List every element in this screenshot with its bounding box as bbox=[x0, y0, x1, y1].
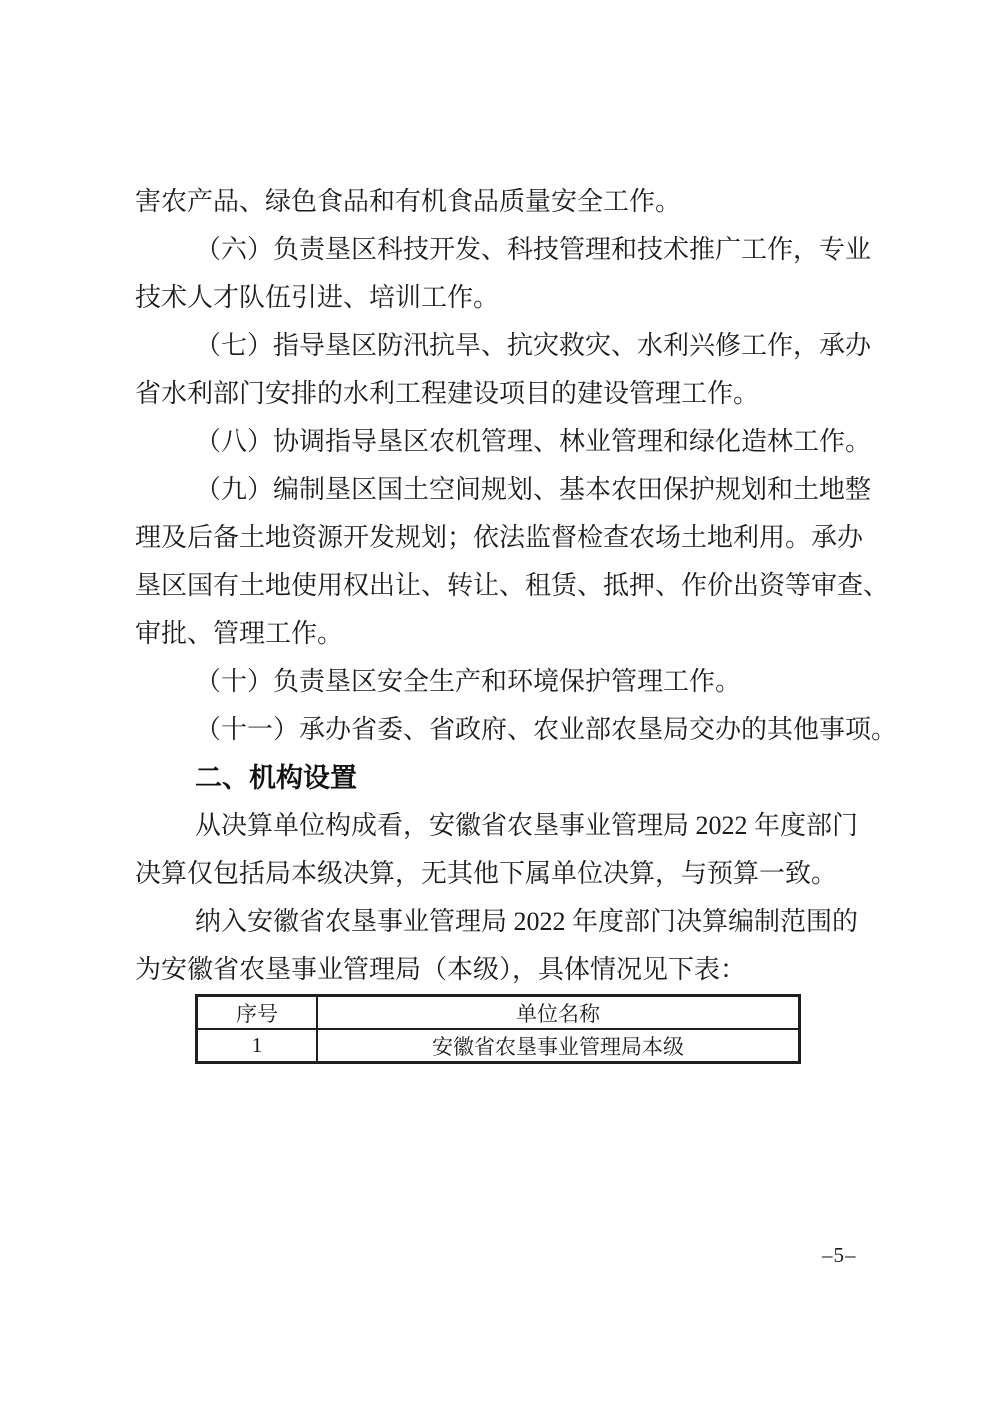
document-line: 省水利部门安排的水利工程建设项目的建设管理工作。 bbox=[135, 379, 760, 408]
document-line: （八）协调指导垦区农机管理、林业管理和绿化造林工作。 bbox=[195, 427, 872, 456]
document-line: （十）负责垦区安全生产和环境保护管理工作。 bbox=[195, 667, 742, 696]
document-line: （九）编制垦区国土空间规划、基本农田保护规划和土地整 bbox=[195, 475, 872, 504]
table-header-cell-index: 序号 bbox=[197, 996, 318, 1030]
table-header-cell-unit-name: 单位名称 bbox=[317, 996, 800, 1030]
document-line: 决算仅包括局本级决算，无其他下属单位决算，与预算一致。 bbox=[135, 859, 838, 888]
section-heading: 二、机构设置 bbox=[195, 763, 357, 793]
page-number: –5– bbox=[822, 1243, 857, 1267]
document-line: 为安徽省农垦事业管理局（本级），具体情况见下表： bbox=[135, 955, 747, 984]
document-line: 垦区国有土地使用权出让、转让、租赁、抵押、作价出资等审查、 bbox=[135, 571, 890, 600]
document-line: 害农产品、绿色食品和有机食品质量安全工作。 bbox=[135, 187, 682, 216]
document-line: （六）负责垦区科技开发、科技管理和技术推广工作，专业 bbox=[195, 235, 872, 264]
document-line: 审批、管理工作。 bbox=[135, 619, 344, 648]
document-line: （十一）承办省委、省政府、农业部农垦局交办的其他事项。 bbox=[195, 715, 898, 744]
document-body bbox=[135, 178, 898, 1064]
document-line: 纳入安徽省农垦事业管理局 2022 年度部门决算编制范围的 bbox=[195, 907, 859, 936]
document-line: 从决算单位构成看，安徽省农垦事业管理局 2022 年度部门 bbox=[195, 811, 859, 840]
document-line: 理及后备土地资源开发规划；依法监督检查农场土地利用。承办 bbox=[135, 523, 864, 552]
document-line: （七）指导垦区防汛抗旱、抗灾救灾、水利兴修工作，承办 bbox=[195, 331, 872, 360]
table-header-row bbox=[197, 996, 800, 1030]
table-cell-unit-name: 安徽省农垦事业管理局本级 bbox=[317, 1029, 800, 1063]
table-row bbox=[197, 1029, 800, 1063]
unit-table bbox=[195, 994, 801, 1064]
document-line: 技术人才队伍引进、培训工作。 bbox=[135, 283, 500, 312]
table-cell-index: 1 bbox=[197, 1029, 318, 1063]
